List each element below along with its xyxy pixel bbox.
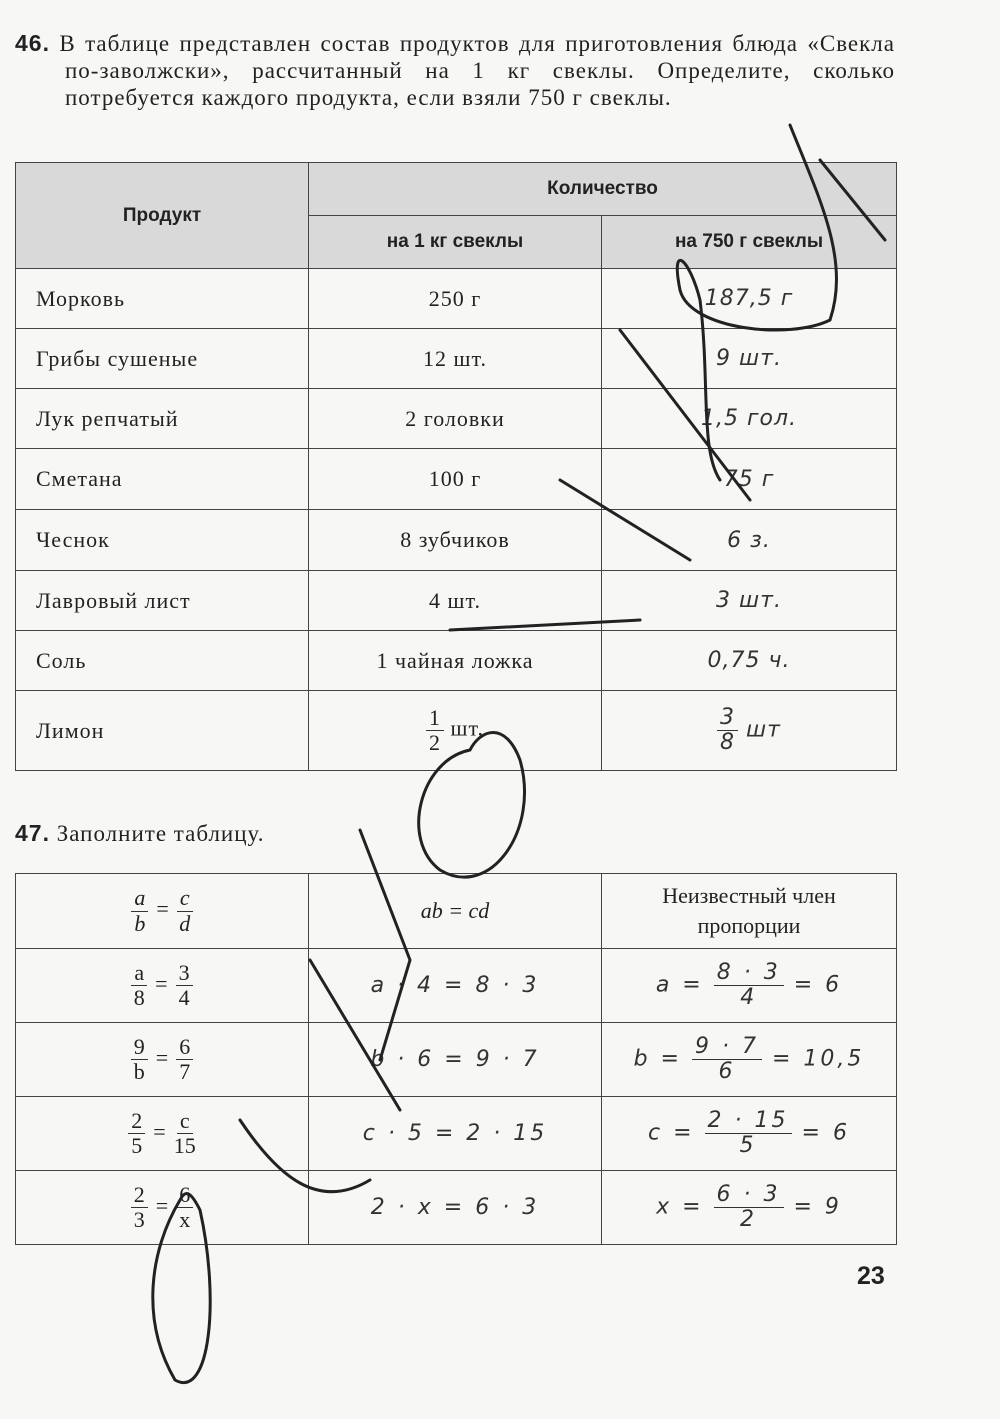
table-row xyxy=(16,631,897,691)
proportion: $\frac{2}{3}$ = $\frac{6}{x}$ xyxy=(16,1171,309,1245)
task-number: 46. xyxy=(15,30,50,56)
task-number: 47. xyxy=(15,820,50,846)
product-equation[interactable]: b · 6 = 9 · 7 xyxy=(309,1023,602,1097)
table-row xyxy=(16,510,897,571)
product-equation[interactable]: c · 5 = 2 · 15 xyxy=(309,1097,602,1171)
header-product-rule: ab = cd xyxy=(309,874,602,949)
quantity-per-kg: 4 шт. xyxy=(309,571,602,631)
header-product: Продукт xyxy=(16,163,309,269)
product-equation[interactable]: 2 · x = 6 · 3 xyxy=(309,1171,602,1245)
table-row xyxy=(16,1097,897,1171)
table-row xyxy=(16,691,897,771)
product-name: Грибы сушеные xyxy=(16,329,309,389)
header-quantity: Количество xyxy=(309,163,897,216)
header-proportion: $\frac{a}{b}$ = $\frac{c}{d}$ xyxy=(16,874,309,949)
task-46 xyxy=(15,30,895,111)
quantity-per-kg: 100 г xyxy=(309,449,602,510)
table-row xyxy=(16,329,897,389)
quantity-per-kg: 2 головки xyxy=(309,389,602,449)
quantity-per-kg: 12 шт. xyxy=(309,329,602,389)
answer-750g[interactable]: 9 шт. xyxy=(602,329,897,389)
unknown-term[interactable]: a = $\frac{8 \cdot 3}{4}$ = 6 xyxy=(602,949,897,1023)
product-name: Чеснок xyxy=(16,510,309,571)
product-name: Лук репчатый xyxy=(16,389,309,449)
answer-750g[interactable]: 0,75 ч. xyxy=(602,631,897,691)
table-row xyxy=(16,449,897,510)
task-text: В таблице представлен состав продуктов для приготовления блюда «Свекла по-заволжски», рассчитанный на 1 кг свеклы. Определите, сколько потребуется каждого продукта, если взяли 750 г свеклы. xyxy=(59,31,895,110)
product-name: Морковь xyxy=(16,269,309,329)
answer-750g[interactable]: 1,5 гол. xyxy=(602,389,897,449)
product-name: Лавровый лист xyxy=(16,571,309,631)
task-47 xyxy=(15,820,895,847)
answer-750g[interactable]: 6 з. xyxy=(602,510,897,571)
table-row xyxy=(16,1171,897,1245)
proportion: $\frac{2}{5}$ = $\frac{c}{15}$ xyxy=(16,1097,309,1171)
answer-750g[interactable]: $\frac{3}{8}$ шт xyxy=(602,691,897,771)
answer-750g[interactable]: 187,5 г xyxy=(602,269,897,329)
page-number: 23 xyxy=(857,1262,885,1290)
product-name: Сметана xyxy=(16,449,309,510)
table-row xyxy=(16,949,897,1023)
recipe-table xyxy=(15,162,897,771)
quantity-per-kg: 1 чайная ложка xyxy=(309,631,602,691)
header-unknown: Неизвестный член пропорции xyxy=(602,874,897,949)
quantity-per-kg: $\frac{1}{2}$ шт. xyxy=(309,691,602,771)
product-name: Соль xyxy=(16,631,309,691)
proportion-table xyxy=(15,873,897,1245)
task-text: Заполните таблицу. xyxy=(56,821,265,846)
unknown-term[interactable]: c = $\frac{2 \cdot 15}{5}$ = 6 xyxy=(602,1097,897,1171)
table-row xyxy=(16,571,897,631)
unknown-term[interactable]: x = $\frac{6 \cdot 3}{2}$ = 9 xyxy=(602,1171,897,1245)
unknown-term[interactable]: b = $\frac{9 \cdot 7}{6}$ = 10,5 xyxy=(602,1023,897,1097)
quantity-per-kg: 8 зубчиков xyxy=(309,510,602,571)
proportion: $\frac{a}{8}$ = $\frac{3}{4}$ xyxy=(16,949,309,1023)
header-750g: на 750 г свеклы xyxy=(602,216,897,269)
header-1kg: на 1 кг свеклы xyxy=(309,216,602,269)
table-row xyxy=(16,389,897,449)
table-row xyxy=(16,269,897,329)
product-equation[interactable]: a · 4 = 8 · 3 xyxy=(309,949,602,1023)
proportion: $\frac{9}{b}$ = $\frac{6}{7}$ xyxy=(16,1023,309,1097)
answer-750g[interactable]: 3 шт. xyxy=(602,571,897,631)
product-name: Лимон xyxy=(16,691,309,771)
table-row xyxy=(16,1023,897,1097)
answer-750g[interactable]: 75 г xyxy=(602,449,897,510)
quantity-per-kg: 250 г xyxy=(309,269,602,329)
